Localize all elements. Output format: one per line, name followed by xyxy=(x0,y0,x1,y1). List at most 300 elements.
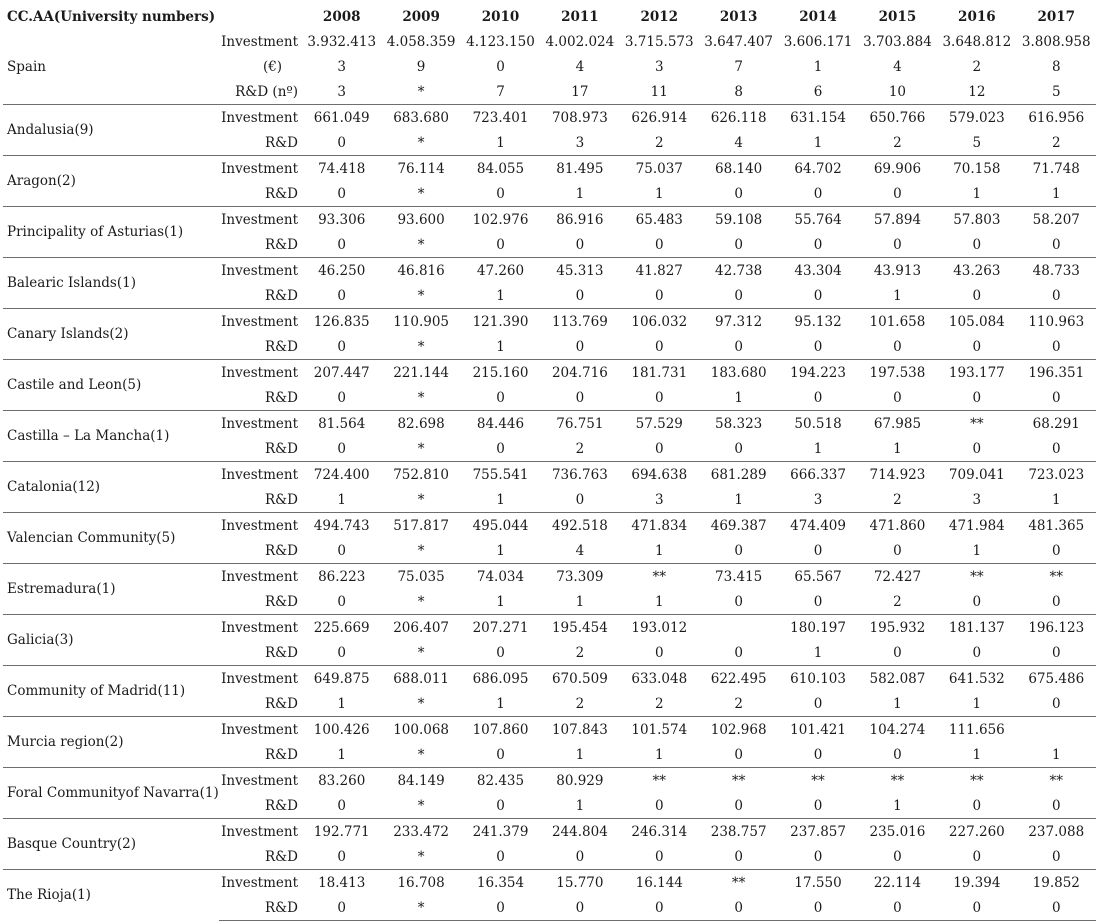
investment-value-cell: 81.564 xyxy=(302,411,381,437)
region-investment-row xyxy=(3,156,1096,182)
investment-value-cell: 93.600 xyxy=(381,207,460,233)
metric-label: R&D xyxy=(265,644,299,661)
investment-value-cell: 724.400 xyxy=(302,462,381,488)
rd-value-cell: 1 xyxy=(575,797,585,814)
rd-value-cell: 0 xyxy=(1051,542,1061,559)
rd-value-cell: 1 xyxy=(972,746,982,763)
region-investment-row xyxy=(3,258,1096,284)
spain-currency-row xyxy=(3,54,1096,79)
rd-value-cell: 0 xyxy=(496,185,505,202)
value-cell: 4.123.150 xyxy=(466,33,535,50)
value-cell: 4 xyxy=(893,58,902,75)
investment-value-cell: 57.529 xyxy=(620,411,699,437)
investment-value-cell: ** xyxy=(778,768,857,794)
investment-value-cell: 227.260 xyxy=(937,819,1016,845)
rd-value-cell: 4 xyxy=(575,542,585,559)
rd-value-cell: * xyxy=(417,236,425,253)
rd-value-cell: * xyxy=(417,848,425,865)
investment-value-cell: 752.810 xyxy=(381,462,460,488)
rd-value-cell: 0 xyxy=(813,593,823,610)
rd-value-cell: 0 xyxy=(893,338,902,355)
investment-value-cell: 50.518 xyxy=(778,411,857,437)
metric-label: Investment xyxy=(219,207,302,233)
investment-value-cell: 110.963 xyxy=(1017,309,1096,335)
rd-value-cell: 0 xyxy=(337,593,346,610)
investment-value-cell: 93.306 xyxy=(302,207,381,233)
rd-value-cell: 0 xyxy=(337,185,346,202)
rd-value-cell: 1 xyxy=(734,491,743,508)
investment-value-cell: 17.550 xyxy=(778,870,857,896)
investment-value-cell: 204.716 xyxy=(540,360,619,386)
rd-value-cell: 1 xyxy=(496,134,505,151)
rd-value-cell: 0 xyxy=(813,848,823,865)
value-cell: 3 xyxy=(654,58,664,75)
rd-value-cell: 1 xyxy=(654,593,664,610)
rd-value-cell: 0 xyxy=(734,593,743,610)
year-header: 2012 xyxy=(640,8,679,25)
investment-value-cell: 579.023 xyxy=(937,105,1016,131)
rd-value-cell: 0 xyxy=(893,848,902,865)
investment-value-cell: 68.291 xyxy=(1017,411,1096,437)
rd-value-cell: 0 xyxy=(813,695,823,712)
investment-value-cell: ** xyxy=(699,870,778,896)
value-cell: 4 xyxy=(575,58,585,75)
year-header: 2011 xyxy=(561,8,599,25)
rd-value-cell: 0 xyxy=(893,746,902,763)
investment-value-cell: 19.852 xyxy=(1017,870,1096,896)
rd-value-cell: 0 xyxy=(778,895,857,921)
rd-value-cell: 2 xyxy=(893,134,902,151)
rd-value-cell: 0 xyxy=(734,848,743,865)
rd-value-cell: 0 xyxy=(496,746,505,763)
rd-value-cell: 1 xyxy=(575,185,585,202)
rd-value-cell: 1 xyxy=(654,185,664,202)
metric-label: Investment xyxy=(219,513,302,539)
rd-value-cell: 1 xyxy=(496,287,505,304)
investment-value-cell: ** xyxy=(620,768,699,794)
investment-value-cell: 15.770 xyxy=(540,870,619,896)
investment-value-cell: 237.088 xyxy=(1017,819,1096,845)
rd-value-cell: 3 xyxy=(654,491,664,508)
value-cell: 8 xyxy=(734,83,743,100)
investment-value-cell: 616.956 xyxy=(1017,105,1096,131)
rd-value-cell: 1 xyxy=(337,695,346,712)
value-cell: 3 xyxy=(337,58,346,75)
value-cell: 3.703.884 xyxy=(863,33,932,50)
rd-value-cell: 1 xyxy=(496,491,505,508)
rd-value-cell: 0 xyxy=(972,440,982,457)
investment-value-cell: 714.923 xyxy=(858,462,937,488)
metric-label: Investment xyxy=(219,309,302,335)
investment-value-cell: 74.034 xyxy=(461,564,540,590)
university-investment-table xyxy=(3,4,1096,921)
spain-name-cell xyxy=(3,79,219,105)
rd-value-cell: * xyxy=(417,593,425,610)
rd-value-cell: 0 xyxy=(972,389,982,406)
year-header: 2016 xyxy=(958,8,996,25)
year-header: 2017 xyxy=(1037,8,1076,25)
region-name: Castile and Leon(5) xyxy=(3,360,219,411)
metric-label: R&D xyxy=(265,338,299,355)
value-cell: 3.715.573 xyxy=(624,33,694,50)
region-name: Spain xyxy=(7,58,46,75)
metric-label: (€) xyxy=(262,58,283,75)
rd-value-cell: 2 xyxy=(575,644,585,661)
value-cell: 4.058.359 xyxy=(386,33,456,50)
metric-label: R&D xyxy=(265,236,299,253)
region-investment-row xyxy=(3,717,1096,743)
rd-value-cell: 2 xyxy=(575,440,585,457)
investment-value-cell: 195.932 xyxy=(858,615,937,641)
rd-value-cell: 1 xyxy=(813,440,823,457)
rd-value-cell: 1 xyxy=(813,134,823,151)
value-cell: 8 xyxy=(1051,58,1061,75)
value-cell: 1 xyxy=(813,58,823,75)
investment-value-cell: 64.702 xyxy=(778,156,857,182)
rd-value-cell: 2 xyxy=(893,491,902,508)
investment-value-cell: 67.985 xyxy=(858,411,937,437)
region-investment-row xyxy=(3,513,1096,539)
rd-value-cell: 1 xyxy=(734,389,743,406)
rd-value-cell: 0 xyxy=(496,848,505,865)
investment-value-cell: 102.976 xyxy=(461,207,540,233)
rd-value-cell: * xyxy=(417,644,425,661)
rd-value-cell: 2 xyxy=(1051,134,1061,151)
year-header: 2013 xyxy=(719,8,758,25)
investment-value-cell: 736.763 xyxy=(540,462,619,488)
rd-value-cell: 5 xyxy=(972,134,982,151)
investment-value-cell: ** xyxy=(1017,564,1096,590)
region-name: Murcia region(2) xyxy=(3,717,219,768)
rd-value-cell: 0 xyxy=(972,797,982,814)
value-cell: 3.606.171 xyxy=(783,33,853,50)
rd-value-cell: 0 xyxy=(337,440,346,457)
investment-value-cell: 709.041 xyxy=(937,462,1016,488)
investment-value-cell: 688.011 xyxy=(381,666,460,692)
investment-value-cell: 723.401 xyxy=(461,105,540,131)
rd-value-cell: 0 xyxy=(734,746,743,763)
rd-value-cell: * xyxy=(417,797,425,814)
metric-label: Investment xyxy=(221,33,299,50)
investment-value-cell: 481.365 xyxy=(1017,513,1096,539)
metric-label: Investment xyxy=(219,462,302,488)
investment-value-cell: 86.223 xyxy=(302,564,381,590)
region-investment-row xyxy=(3,768,1096,794)
rd-value-cell: 0 xyxy=(1051,236,1061,253)
metric-label: Investment xyxy=(219,360,302,386)
rd-value-cell: 0 xyxy=(972,593,982,610)
investment-value-cell: 225.669 xyxy=(302,615,381,641)
metric-label: R&D xyxy=(265,287,299,304)
rd-value-cell: 0 xyxy=(654,440,664,457)
region-name: Andalusia(9) xyxy=(3,105,219,156)
investment-value-cell: 517.817 xyxy=(381,513,460,539)
investment-value-cell: 194.223 xyxy=(778,360,857,386)
region-investment-row xyxy=(3,564,1096,590)
rd-value-cell: * xyxy=(417,440,425,457)
region-name: Aragon(2) xyxy=(3,156,219,207)
investment-value-cell: 70.158 xyxy=(937,156,1016,182)
rd-value-cell: 1 xyxy=(575,746,585,763)
metric-label: Investment xyxy=(219,411,302,437)
investment-value-cell: 471.860 xyxy=(858,513,937,539)
rd-value-cell: 1 xyxy=(893,287,902,304)
investment-value-cell: 106.032 xyxy=(620,309,699,335)
investment-value-cell: 82.698 xyxy=(381,411,460,437)
rd-value-cell: 1 xyxy=(496,542,505,559)
investment-value-cell: 43.913 xyxy=(858,258,937,284)
rd-value-cell: 0 xyxy=(620,895,699,921)
investment-value-cell: 84.055 xyxy=(461,156,540,182)
investment-value-cell: ** xyxy=(937,768,1016,794)
investment-value-cell: 75.037 xyxy=(620,156,699,182)
rd-value-cell: 0 xyxy=(972,236,982,253)
investment-value-cell: 181.731 xyxy=(620,360,699,386)
rd-value-cell: 1 xyxy=(496,695,505,712)
metric-label: Investment xyxy=(219,615,302,641)
investment-value-cell: 65.567 xyxy=(778,564,857,590)
investment-value-cell: 47.260 xyxy=(461,258,540,284)
metric-label: R&D xyxy=(265,440,299,457)
metric-label: R&D xyxy=(265,389,299,406)
region-name: The Rioja(1) xyxy=(3,870,219,921)
metric-label: Investment xyxy=(219,870,302,896)
rd-value-cell: 0 xyxy=(893,185,902,202)
value-cell: 11 xyxy=(650,83,668,100)
year-header: 2014 xyxy=(799,8,837,25)
investment-value-cell: 235.016 xyxy=(858,819,937,845)
rd-value-cell: 1 xyxy=(654,746,664,763)
investment-value-cell: 102.968 xyxy=(699,717,778,743)
investment-value-cell: 46.816 xyxy=(381,258,460,284)
investment-value-cell: 86.916 xyxy=(540,207,619,233)
region-investment-row xyxy=(3,207,1096,233)
investment-value-cell: 221.144 xyxy=(381,360,460,386)
rd-value-cell: 0 xyxy=(575,491,585,508)
metric-header xyxy=(219,4,302,29)
metric-label: R&D xyxy=(265,746,299,763)
rd-value-cell: 0 xyxy=(972,287,982,304)
investment-value-cell: 196.351 xyxy=(1017,360,1096,386)
rd-value-cell: 1 xyxy=(654,542,664,559)
investment-value-cell: 84.446 xyxy=(461,411,540,437)
investment-value-cell: 244.804 xyxy=(540,819,619,845)
rd-value-cell: 0 xyxy=(972,644,982,661)
value-cell: 5 xyxy=(1051,83,1061,100)
investment-value-cell: 626.118 xyxy=(699,105,778,131)
investment-value-cell: 19.394 xyxy=(937,870,1016,896)
rd-value-cell: 1 xyxy=(972,185,982,202)
value-cell: 4.002.024 xyxy=(545,33,615,50)
investment-value-cell: 110.905 xyxy=(381,309,460,335)
rd-value-cell: * xyxy=(381,895,460,921)
rd-value-cell: 0 xyxy=(496,236,505,253)
value-cell: 10 xyxy=(888,83,907,100)
rd-value-cell: 0 xyxy=(575,287,585,304)
investment-value-cell: 104.274 xyxy=(858,717,937,743)
rd-value-cell: * xyxy=(417,746,425,763)
investment-value-cell: 76.114 xyxy=(381,156,460,182)
rd-value-cell: 0 xyxy=(337,236,346,253)
rd-value-cell: 0 xyxy=(496,440,505,457)
rd-value-cell: 2 xyxy=(734,695,743,712)
rd-value-cell: 0 xyxy=(813,287,823,304)
investment-value-cell: 686.095 xyxy=(461,666,540,692)
investment-value-cell: 100.068 xyxy=(381,717,460,743)
investment-value-cell: ** xyxy=(620,564,699,590)
investment-value-cell: 469.387 xyxy=(699,513,778,539)
metric-label: Investment xyxy=(219,768,302,794)
rd-value-cell: 0 xyxy=(734,338,743,355)
region-name: Basque Country(2) xyxy=(3,819,219,870)
metric-label: R&D xyxy=(265,542,299,559)
rd-value-cell: 0 xyxy=(337,644,346,661)
value-cell: 9 xyxy=(416,58,426,75)
rd-value-cell: 0 xyxy=(972,338,982,355)
investment-value-cell: 681.289 xyxy=(699,462,778,488)
investment-value-cell: 43.263 xyxy=(937,258,1016,284)
rd-value-cell: 0 xyxy=(858,895,937,921)
rd-value-cell: 1 xyxy=(972,542,982,559)
investment-value-cell: 241.379 xyxy=(461,819,540,845)
investment-value-cell xyxy=(1017,717,1096,743)
rd-value-cell: 0 xyxy=(813,236,823,253)
rd-value-cell: 1 xyxy=(337,746,346,763)
investment-value-cell: 755.541 xyxy=(461,462,540,488)
investment-value-cell: 55.764 xyxy=(778,207,857,233)
investment-value-cell: 107.843 xyxy=(540,717,619,743)
value-cell: 7 xyxy=(734,58,743,75)
rd-value-cell: 0 xyxy=(540,895,619,921)
investment-value-cell: 180.197 xyxy=(778,615,857,641)
rd-value-cell: 0 xyxy=(654,236,664,253)
value-cell: 3.932.413 xyxy=(307,33,377,50)
rd-value-cell: 0 xyxy=(1051,287,1061,304)
investment-value-cell: 196.123 xyxy=(1017,615,1096,641)
investment-value-cell: 233.472 xyxy=(381,819,460,845)
rd-value-cell: 0 xyxy=(813,797,823,814)
investment-value-cell: ** xyxy=(699,768,778,794)
year-header: 2010 xyxy=(481,8,520,25)
year-header: 2009 xyxy=(402,8,440,25)
investment-value-cell: 111.656 xyxy=(937,717,1016,743)
rd-value-cell: 0 xyxy=(813,185,823,202)
rd-value-cell: 1 xyxy=(893,797,902,814)
rd-value-cell: 0 xyxy=(575,389,585,406)
investment-value-cell: 193.012 xyxy=(620,615,699,641)
region-name: Community of Madrid(11) xyxy=(3,666,219,717)
rd-value-cell: 0 xyxy=(496,797,505,814)
investment-value-cell: 57.894 xyxy=(858,207,937,233)
investment-value-cell: 107.860 xyxy=(461,717,540,743)
year-header: 2008 xyxy=(322,8,361,25)
rd-value-cell: 0 xyxy=(337,542,346,559)
rd-value-cell: 0 xyxy=(937,895,1016,921)
investment-value-cell: 58.207 xyxy=(1017,207,1096,233)
investment-value-cell: 195.454 xyxy=(540,615,619,641)
rd-value-cell: 0 xyxy=(1051,593,1061,610)
investment-value-cell: 193.177 xyxy=(937,360,1016,386)
region-name: Castilla – La Mancha(1) xyxy=(3,411,219,462)
metric-label: Investment xyxy=(219,819,302,845)
investment-value-cell: 181.137 xyxy=(937,615,1016,641)
investment-value-cell: 649.875 xyxy=(302,666,381,692)
rd-value-cell: 0 xyxy=(1051,797,1061,814)
investment-value-cell: 113.769 xyxy=(540,309,619,335)
investment-value-cell: 207.447 xyxy=(302,360,381,386)
rd-value-cell: 0 xyxy=(734,797,743,814)
metric-label: R&D xyxy=(265,695,299,712)
metric-label: Investment xyxy=(219,666,302,692)
rd-value-cell: 0 xyxy=(893,236,902,253)
rd-value-cell: * xyxy=(417,134,425,151)
investment-value-cell: 101.658 xyxy=(858,309,937,335)
value-cell: 17 xyxy=(571,83,589,100)
investment-value-cell: 22.114 xyxy=(858,870,937,896)
region-investment-row xyxy=(3,309,1096,335)
region-investment-row xyxy=(3,870,1096,896)
rd-value-cell: 1 xyxy=(575,593,585,610)
metric-label: R&D xyxy=(265,491,299,508)
investment-value-cell: 622.495 xyxy=(699,666,778,692)
rd-value-cell: * xyxy=(417,185,425,202)
rd-value-cell: 2 xyxy=(654,134,664,151)
rd-value-cell: 0 xyxy=(734,542,743,559)
rd-value-cell: 0 xyxy=(734,185,743,202)
rd-value-cell: 1 xyxy=(337,491,346,508)
rd-value-cell: 0 xyxy=(699,895,778,921)
rd-value-cell: * xyxy=(417,389,425,406)
rd-value-cell: 0 xyxy=(893,389,902,406)
metric-label: Investment xyxy=(219,105,302,131)
rd-value-cell: 1 xyxy=(893,440,902,457)
value-cell: 3.808.958 xyxy=(1021,33,1091,50)
rd-value-cell: 0 xyxy=(654,287,664,304)
rd-value-cell: 0 xyxy=(1051,440,1061,457)
rd-value-cell: 1 xyxy=(1051,491,1061,508)
investment-value-cell: 83.260 xyxy=(302,768,381,794)
investment-value-cell: 197.538 xyxy=(858,360,937,386)
metric-label: R&D xyxy=(265,797,299,814)
investment-value-cell: 631.154 xyxy=(778,105,857,131)
investment-value-cell: ** xyxy=(937,411,1016,437)
rd-value-cell: 0 xyxy=(1051,695,1061,712)
metric-label: R&D (nº) xyxy=(235,83,299,100)
investment-value-cell: 71.748 xyxy=(1017,156,1096,182)
investment-value-cell: 650.766 xyxy=(858,105,937,131)
investment-value-cell: 73.415 xyxy=(699,564,778,590)
region-name: Valencian Community(5) xyxy=(3,513,219,564)
rd-value-cell: 0 xyxy=(654,389,664,406)
investment-value-cell: ** xyxy=(937,564,1016,590)
investment-value-cell: 46.250 xyxy=(302,258,381,284)
value-cell: 6 xyxy=(813,83,823,100)
investment-value-cell: 72.427 xyxy=(858,564,937,590)
rd-value-cell: 0 xyxy=(1051,848,1061,865)
rd-value-cell: 0 xyxy=(1051,338,1061,355)
investment-value-cell: 48.733 xyxy=(1017,258,1096,284)
investment-value-cell: 633.048 xyxy=(620,666,699,692)
region-name: Galicia(3) xyxy=(3,615,219,666)
investment-value-cell: 675.486 xyxy=(1017,666,1096,692)
rd-value-cell: 1 xyxy=(972,695,982,712)
value-cell: * xyxy=(417,83,425,100)
investment-value-cell: 471.984 xyxy=(937,513,1016,539)
investment-value-cell: 95.132 xyxy=(778,309,857,335)
rd-value-cell: 0 xyxy=(337,287,346,304)
investment-value-cell: 708.973 xyxy=(540,105,619,131)
rd-value-cell: 0 xyxy=(337,338,346,355)
